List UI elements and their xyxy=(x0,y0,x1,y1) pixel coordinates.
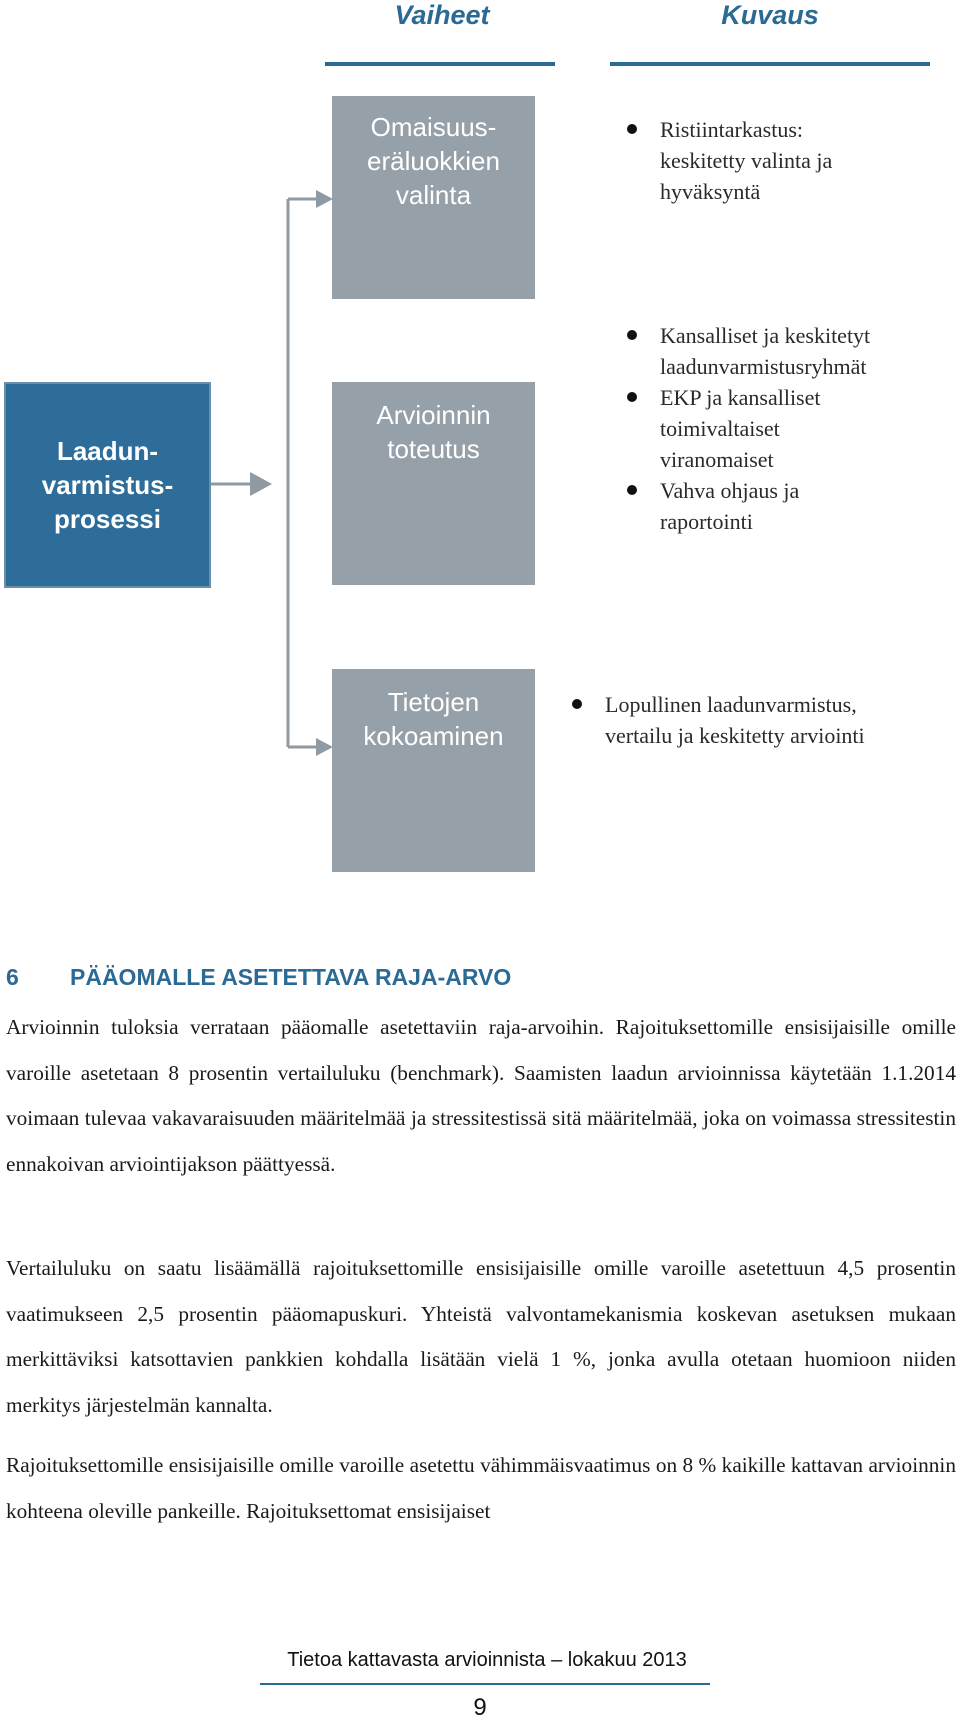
description-list-asset-class-selection xyxy=(627,114,927,207)
phase-box-data-collection xyxy=(332,669,535,872)
section-heading xyxy=(6,964,511,991)
header-description: Kuvaus xyxy=(721,0,819,30)
process-box xyxy=(4,382,211,588)
description-item: Lopullinen laadunvarmistus, vertailu ja keskitetty arviointi xyxy=(572,689,942,751)
body-paragraph: Vertailuluku on saatu lisäämällä rajoituksettomille ensisijaisille omille varoille asetettuun 4,5 prosentin vaatimukseen 2,5 prosentin pääomapuskuri. Yhteistä valvontamekanismia koskevan asetuksen mukaan merkittäviksi katsottavien pankkien kohdalla lisätään vielä 1 %, jonka avulla otetaan huomioon niiden merkitys järjestelmän kannalta. xyxy=(6,1256,956,1417)
body-paragraph: Rajoituksettomille ensisijaisille omille varoille asetettu vähimmäisvaatimus on 8 % kaikille kattavan arvioinnin kohteena oleville pankeille. Rajoituksettomat ensisijaiset xyxy=(6,1453,956,1523)
section-title: PÄÄOMALLE ASETETTAVA RAJA-ARVO xyxy=(70,964,512,990)
description-list-assessment-execution xyxy=(627,320,927,537)
description-item: EKP ja kansalliset toimivaltaiset viranomaiset xyxy=(627,382,927,475)
description-list-data-collection xyxy=(572,689,942,751)
phase-box-asset-class-selection xyxy=(332,96,535,299)
page-number: 9 xyxy=(473,1694,487,1721)
description-item: Vahva ohjaus ja raportointi xyxy=(627,475,927,537)
phase-label: Arvioinnin toteutus xyxy=(376,400,491,464)
section-number: 6 xyxy=(6,964,19,990)
description-item: Kansalliset ja keskitetyt laadunvarmistusryhmät xyxy=(627,320,927,382)
phase-box-assessment-execution xyxy=(332,382,535,585)
phase-label: Omaisuus- eräluokkien valinta xyxy=(367,112,500,210)
phase-label: Tietojen kokoaminen xyxy=(363,687,504,751)
footer-divider xyxy=(260,1683,710,1685)
process-box-label: Laadun- varmistus- prosessi xyxy=(41,436,174,534)
footer-text: Tietoa kattavasta arvioinnista – lokakuu 2013 xyxy=(287,1649,687,1671)
body-paragraph: Arvioinnin tuloksia verrataan pääomalle asetettaviin raja-arvoihin. Rajoituksettomille ensisijaisille omille varoille asetetaan 8 prosentin vertailuluku (benchmark). Saamisten laadun arvioinnissa käytetään 1.1.2014 voimaan tulevaa vakavaraisuuden määritelmää ja stressitestissä sitä määritelmää, joka on voimassa stressitestin ennakoivan arviointijakson päättyessä. xyxy=(6,1015,956,1176)
header-phases: Vaiheet xyxy=(394,0,490,30)
description-item: Ristiintarkastus: keskitetty valinta ja hyväksyntä xyxy=(627,114,927,207)
